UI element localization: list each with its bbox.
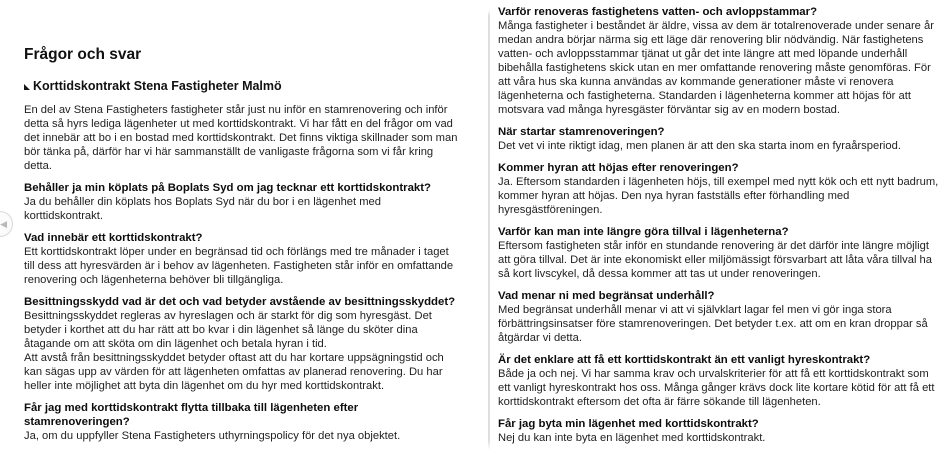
faq-answer-paragraph: Ett korttidskontrakt löper under en begränsad tid och förlängs med tre månader i taget till dess att hyresvärden är i behov av lägenheten. Fastigheten står inför en omfattande renovering och lägenheterna behöver bli tillgängliga.	[24, 246, 454, 286]
previous-page-button[interactable]	[0, 211, 13, 237]
faq-answer	[24, 195, 462, 223]
faq-answer	[498, 367, 944, 409]
faq-answer-paragraph: Ja du behåller din köplats hos Boplats Syd när du bor i en lägenhet med korttidskontrakt.	[24, 196, 381, 222]
section-header[interactable]	[24, 79, 462, 93]
faq-question: Vad innebär ett korttidskontrakt?	[24, 232, 203, 244]
faq-answer	[24, 309, 462, 393]
faq-question: Är det enklare att få ett korttidskontrakt än ett vanligt hyreskontrakt?	[498, 354, 871, 366]
faq-item	[498, 289, 944, 345]
faq-answer-paragraph: Eftersom fastigheten står inför en stundande renovering är det därför inte längre möjligt att göra tillval. Det är inte ekonomiskt eller miljömässigt försvarbart att låta våra tillval ha så kort livscykel, då dessa kommer att tas ut under renoveringen.	[498, 240, 932, 280]
faq-answer	[498, 139, 944, 153]
section-collapse-icon	[24, 84, 30, 90]
faq-item	[498, 125, 944, 153]
faq-question: Behåller ja min köplats på Boplats Syd om jag tecknar ett korttidskontrakt?	[24, 182, 431, 194]
faq-answer-paragraph: Med begränsat underhåll menar vi att vi självklart lagar fel men vi gör inga stora förbättringsinsatser före stamrenoveringen. Det betyder t.ex. att om en kran droppar så åtgärdar vi detta.	[498, 304, 928, 344]
faq-answer-paragraph: Det vet vi inte riktigt idag, men planen är att den ska starta inom en fyraårsperiod.	[498, 140, 901, 152]
faq-list-right	[498, 5, 944, 445]
page-left	[24, 0, 462, 451]
faq-item	[24, 295, 462, 393]
faq-list-left	[24, 181, 462, 443]
faq-question: När startar stamrenoveringen?	[498, 126, 665, 138]
faq-item	[498, 225, 944, 281]
faq-answer-paragraph: Att avstå från besittningsskyddet betyder oftast att du har kortare uppsägningstid och kan sägas upp av värden för att lägenheten omfattas av planerad renovering. Du har heller inte möjlighet att byta din lägenhet om du hyr med korttidskontrakt.	[24, 352, 444, 392]
faq-question: Kommer hyran att höjas efter renoveringen?	[498, 162, 739, 174]
faq-answer	[498, 431, 944, 445]
faq-item	[498, 353, 944, 409]
section-title: Korttidskontrakt Stena Fastigheter Malmö	[33, 79, 282, 93]
faq-answer-paragraph: Ja. Eftersom standarden i lägenheten höjs, till exempel med nytt kök och ett nytt badrum, kommer hyran att höjas. Den nya hyran fastställs efter förhandling med hyresgästföreningen.	[498, 176, 939, 216]
faq-answer	[498, 19, 944, 117]
page-divider	[488, 10, 490, 450]
faq-answer	[498, 303, 944, 345]
faq-item	[498, 161, 944, 217]
faq-question: Varför kan man inte längre göra tillval i lägenheterna?	[498, 226, 789, 238]
faq-item	[24, 401, 462, 443]
faq-item	[498, 417, 944, 445]
page-right	[498, 5, 944, 453]
faq-question: Får jag byta min lägenhet med korttidskontrakt?	[498, 418, 759, 430]
page-title: Frågor och svar	[24, 46, 142, 63]
faq-answer	[498, 175, 944, 217]
faq-answer-paragraph: Nej du kan inte byta en lägenhet med korttidskontrakt.	[498, 432, 766, 444]
faq-item	[24, 231, 462, 287]
faq-question: Varför renoveras fastighetens vatten- och avloppstammar?	[498, 6, 818, 18]
faq-item	[24, 181, 462, 223]
faq-answer	[24, 429, 462, 443]
previous-arrow-icon: ◀	[0, 218, 7, 229]
faq-answer-paragraph: Besittningsskyddet regleras av hyreslagen och är starkt för dig som hyresgäst. Det betyder i korthet att du har rätt att bo kvar i din lägenhet så länge du sköter dina åtagande om att sköta om din lägenhet och betala hyran i tid.	[24, 310, 432, 350]
faq-answer-paragraph: Många fastigheter i beståndet är äldre, vissa av dem är totalrenoverade under senare år medan andra börjar närma sig ett läge där renovering blir nödvändig. När fastighetens vatten- och avloppsstammar tjänat ut går det inte längre att med löpande underhåll bibehålla fastighetens skick utan en mer omfattande renovering måste genomföras. För att våra hus ska kunna användas av kommande generationer måste vi renovera lägenheterna och fastigheterna. Standarden i lägenheterna kommer att höjas för att motsvara vad många hyresgäster förväntar sig av en modern bostad.	[498, 20, 934, 116]
faq-question: Får jag med korttidskontrakt flytta tillbaka till lägenheten efter stamrenoveringen?	[24, 402, 359, 428]
faq-question: Vad menar ni med begränsat underhåll?	[498, 290, 715, 302]
faq-answer-paragraph: Ja, om du uppfyller Stena Fastigheters uthyrningspolicy för det nya objektet.	[24, 430, 401, 442]
faq-answer	[498, 239, 944, 281]
faq-answer-paragraph: Både ja och nej. Vi har samma krav och urvalskriterier för att få ett korttidskontrakt som ett vanligt hyreskontrakt hos oss. Många gånger krävs dock lite kortare kötid för att få ett korttidskontrakt eftersom det ofta är färre sökande till lägenheten.	[498, 368, 935, 408]
intro-paragraph: En del av Stena Fastigheters fastigheter står just nu inför en stamrenovering och inför detta så hyrs lediga lägenheter ut med korttidskontrakt. Vi har fått en del frågor om vad det innebär att bo i en bostad med korttidskontrakt. Det finns viktiga skillnader som man bör tänka på, därför har vi här sammanställt de vanligaste frågorna som vi får kring detta.	[24, 104, 458, 172]
faq-question: Besittningsskydd vad är det och vad betyder avstående av besittningsskyddet?	[24, 296, 456, 308]
faq-item	[498, 5, 944, 117]
faq-answer	[24, 245, 462, 287]
